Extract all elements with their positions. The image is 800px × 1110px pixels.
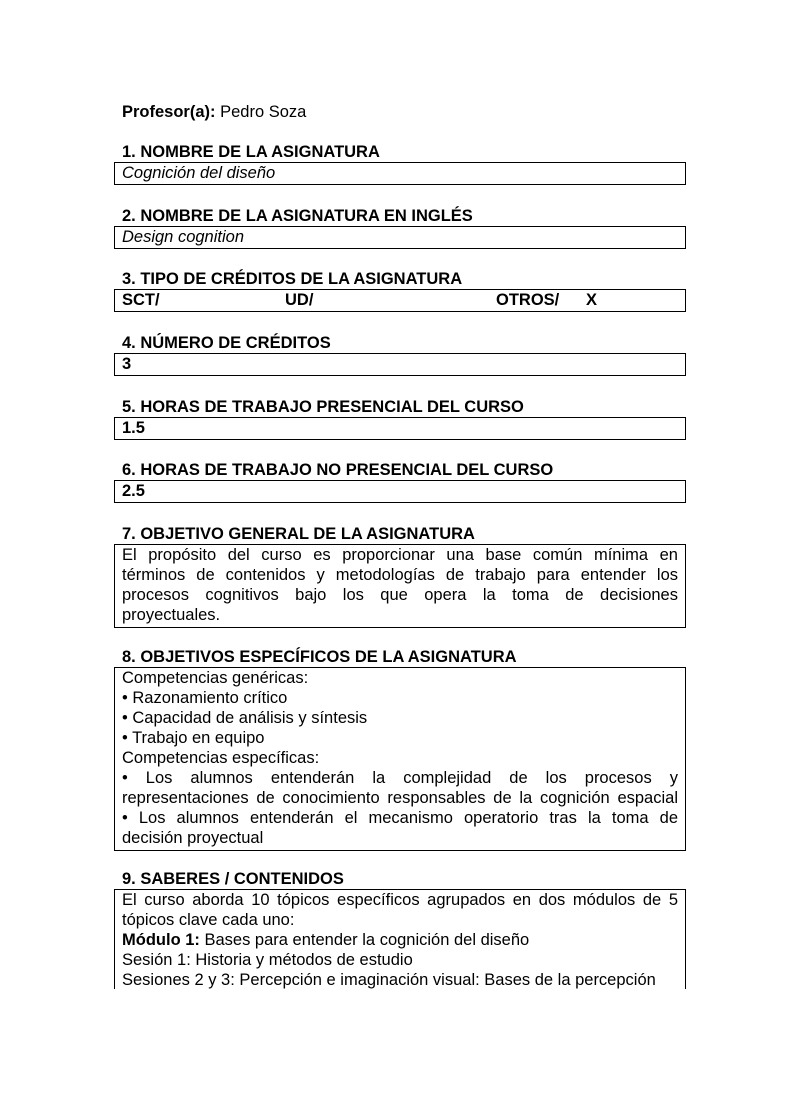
section-course-name-english — [114, 206, 686, 249]
course-name-english-value: Design cognition — [122, 228, 244, 246]
module-1-line — [122, 930, 678, 950]
contact-hours-field — [114, 417, 686, 440]
session-line: Sesiones 2 y 3: Percepción e imaginación visual: Bases de la percepción — [122, 971, 656, 989]
specific-competency-line: • Los alumnos entenderán la complejidad de los procesos y — [122, 769, 678, 787]
credit-type-row — [122, 290, 678, 310]
credit-otros-label: OTROS/ — [496, 291, 560, 309]
objective-line: El propósito del curso es proporcionar una base común mínima en — [122, 546, 678, 564]
section-title: 9. SABERES / CONTENIDOS — [122, 870, 344, 888]
section-course-name — [114, 142, 686, 185]
section-credit-type — [114, 269, 686, 312]
general-objective-field — [114, 544, 686, 628]
list-item: • Razonamiento crítico — [122, 689, 288, 707]
section-credit-count — [114, 333, 686, 376]
contact-hours-value: 1.5 — [122, 419, 145, 437]
credit-count-value: 3 — [122, 355, 132, 373]
specific-competency-line: decisión proyectual — [122, 829, 264, 847]
module-1-label: Módulo 1: — [122, 931, 200, 949]
course-name-english-field — [114, 226, 686, 249]
professor-name: Pedro Soza — [220, 103, 307, 121]
contents-intro-line: tópicos clave cada uno: — [122, 911, 295, 929]
section-title: 3. TIPO DE CRÉDITOS DE LA ASIGNATURA — [122, 270, 463, 288]
credit-count-field — [114, 353, 686, 376]
section-title: 7. OBJETIVO GENERAL DE LA ASIGNATURA — [122, 525, 475, 543]
section-contact-hours — [114, 397, 686, 440]
section-independent-hours — [114, 460, 686, 503]
independent-hours-value: 2.5 — [122, 482, 145, 500]
contents-intro-line: El curso aborda 10 tópicos específicos agrupados en dos módulos de 5 — [122, 891, 678, 909]
professor-label: Profesor(a): — [122, 103, 216, 121]
list-item: • Trabajo en equipo — [122, 729, 265, 747]
section-title: 4. NÚMERO DE CRÉDITOS — [122, 334, 331, 352]
section-title: 8. OBJETIVOS ESPECÍFICOS DE LA ASIGNATURA — [122, 648, 517, 666]
credit-type-field — [114, 289, 686, 312]
professor-line — [122, 102, 306, 122]
objective-line: términos de contenidos y metodologías de trabajo para entender los — [122, 566, 678, 584]
section-title: 6. HORAS DE TRABAJO NO PRESENCIAL DEL CURSO — [122, 461, 554, 479]
specific-competency-line: representaciones de conocimiento responsables de la cognición espacial — [122, 789, 678, 807]
independent-hours-field — [114, 480, 686, 503]
objective-line: procesos cognitivos bajo los que opera la toma de decisiones — [122, 586, 678, 604]
section-title: 2. NOMBRE DE LA ASIGNATURA EN INGLÉS — [122, 207, 473, 225]
section-title: 1. NOMBRE DE LA ASIGNATURA — [122, 143, 380, 161]
section-specific-objectives — [114, 647, 686, 851]
list-item: • Capacidad de análisis y síntesis — [122, 709, 368, 727]
credit-ud-label: UD/ — [285, 291, 314, 309]
course-name-field — [114, 162, 686, 185]
specific-competency-line: • Los alumnos entenderán el mecanismo operatorio tras la toma de — [122, 809, 678, 827]
credit-selected-mark: X — [586, 291, 598, 309]
module-1-text: Bases para entender la cognición del diseño — [199, 931, 530, 949]
contents-field — [114, 889, 686, 989]
credit-sct-label: SCT/ — [122, 291, 160, 309]
session-line: Sesión 1: Historia y métodos de estudio — [122, 951, 413, 969]
generic-competencies-heading: Competencias genéricas: — [122, 669, 309, 687]
objective-line: proyectuales. — [122, 606, 221, 624]
section-contents — [114, 869, 686, 989]
section-title: 5. HORAS DE TRABAJO PRESENCIAL DEL CURSO — [122, 398, 524, 416]
specific-competencies-heading: Competencias específicas: — [122, 749, 320, 767]
specific-objectives-field — [114, 667, 686, 851]
course-name-value: Cognición del diseño — [122, 164, 276, 182]
section-general-objective — [114, 524, 686, 628]
